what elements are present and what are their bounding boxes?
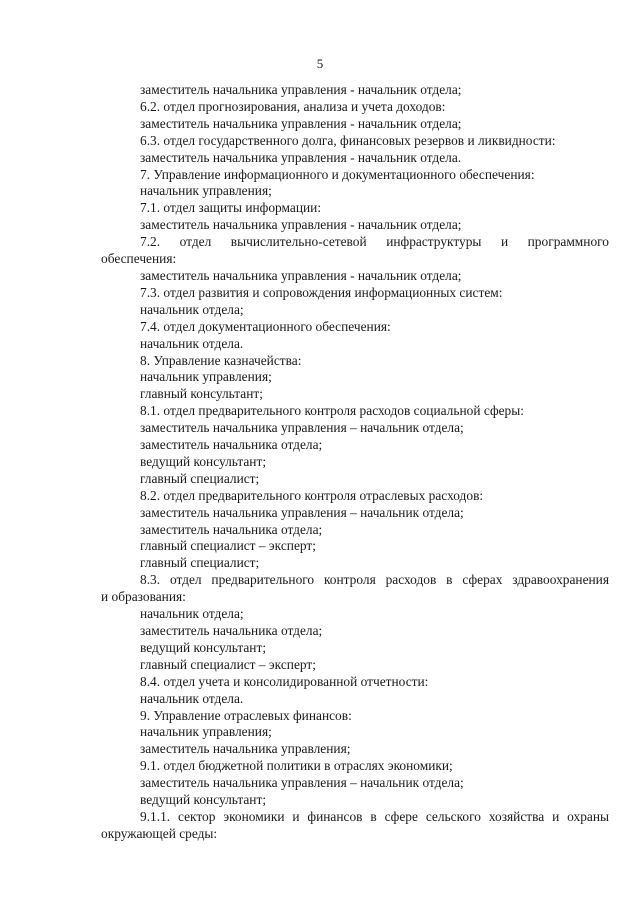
- text-line: заместитель начальника управления;: [140, 741, 351, 757]
- text-line: ведущий консультант;: [140, 792, 267, 808]
- text-line: начальник управления;: [140, 369, 272, 385]
- text-line: заместитель начальника управления – начальник отдела;: [140, 420, 464, 436]
- text-line: 6.3. отдел государственного долга, финансовых резервов и ликвидности:: [140, 132, 556, 148]
- text-line: 8.4. отдел учета и консолидированной отчетности:: [140, 673, 429, 689]
- text-line: заместитель начальника управления - начальник отдела;: [140, 267, 462, 283]
- text-line: 7.3. отдел развития и сопровождения информационных систем:: [140, 284, 503, 300]
- text-line: начальник управления;: [140, 724, 272, 740]
- text-line: начальник управления;: [140, 183, 272, 199]
- page-number: 5: [316, 56, 324, 71]
- text-line: начальник отдела;: [140, 606, 244, 622]
- text-line: 8. Управление казначейства:: [140, 352, 302, 368]
- text-line: 8.3. отдел предварительного контроля расходов в сферах здравоохранения: [140, 572, 609, 588]
- text-line: окружающей среды:: [101, 825, 218, 841]
- text-line: главный специалист – эксперт;: [140, 538, 316, 554]
- text-line: и образования:: [101, 589, 186, 605]
- text-line: заместитель начальника отдела;: [140, 437, 323, 453]
- text-line: 8.1. отдел предварительного контроля расходов социальной сферы:: [140, 403, 524, 419]
- text-line: 7. Управление информационного и документационного обеспечения:: [140, 166, 535, 182]
- text-line: заместитель начальника отдела;: [140, 623, 323, 638]
- text-line: главный специалист – эксперт;: [140, 656, 316, 672]
- text-line: заместитель начальника управления - начальник отдела;: [140, 217, 462, 233]
- text-line: ведущий консультант;: [140, 639, 267, 655]
- text-line: начальник отдела;: [140, 301, 244, 317]
- text-line: заместитель начальника отдела;: [140, 521, 323, 537]
- text-line: 6.2. отдел прогнозирования, анализа и учета доходов:: [140, 98, 446, 114]
- text-line: 9.1. отдел бюджетной политики в отраслях экономики;: [140, 758, 453, 774]
- text-line: 9. Управление отраслевых финансов:: [140, 707, 352, 723]
- text-line: 7.4. отдел документационного обеспечения:: [140, 318, 391, 334]
- text-line: главный специалист;: [140, 555, 260, 571]
- text-line: 7.2. отдел вычислительно-сетевой инфраструктуры и программного: [140, 234, 609, 250]
- text-line: начальник отдела.: [140, 335, 244, 351]
- text-line: заместитель начальника управления - начальник отдела;: [140, 82, 462, 97]
- text-line: 8.2. отдел предварительного контроля отраслевых расходов:: [140, 487, 484, 503]
- text-line: ведущий консультант;: [140, 453, 267, 469]
- text-line: заместитель начальника управления - начальник отдела;: [140, 115, 462, 131]
- text-line: заместитель начальника управления – начальник отдела;: [140, 504, 464, 520]
- text-line: главный специалист;: [140, 470, 260, 486]
- text-line: заместитель начальника управления - начальник отдела.: [140, 149, 462, 165]
- text-line: начальник отдела.: [140, 690, 244, 706]
- text-line: главный консультант;: [140, 386, 263, 402]
- text-line: 9.1.1. сектор экономики и финансов в сфере сельского хозяйства и охраны: [140, 808, 609, 824]
- text-line: обеспечения:: [101, 251, 177, 267]
- text-line: заместитель начальника управления – начальник отдела;: [140, 775, 464, 791]
- document-body: [101, 82, 609, 843]
- text-line: 7.1. отдел защиты информации:: [140, 200, 322, 216]
